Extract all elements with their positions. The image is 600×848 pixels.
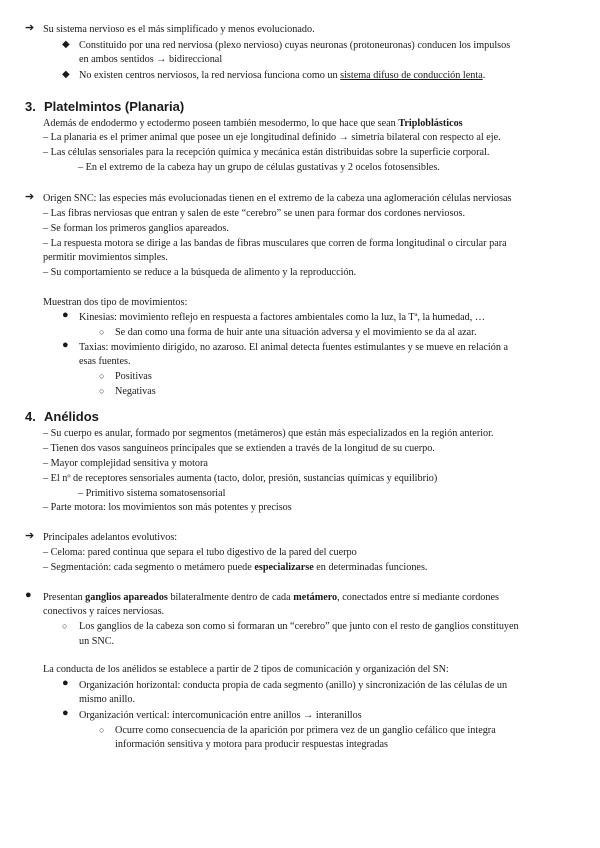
arrow-right-icon: ➔ bbox=[25, 22, 35, 34]
text-line: – En el extremo de la cabeza hay un grupo de células gustativas y 2 ocelos fotosensibles. bbox=[78, 162, 440, 173]
bullet-dot-icon: ● bbox=[62, 707, 69, 719]
text-line: – La planaria es el primer animal que posee un eje longitudinal definido → simetría bilateral con respecto al eje. bbox=[43, 132, 501, 143]
circle-bullet-icon: ○ bbox=[62, 621, 68, 631]
circle-bullet-icon: ○ bbox=[99, 725, 105, 735]
text-line: permitir movimientos simples. bbox=[43, 252, 168, 263]
text-line: – Mayor complejidad sensitiva y motora bbox=[43, 458, 208, 469]
text-line: esas fuentes. bbox=[79, 356, 131, 367]
text-line: – Segmentación: cada segmento o metámero puede especializarse en determinadas funciones. bbox=[43, 562, 428, 573]
text-line: conectivos y raíces nerviosas. bbox=[43, 606, 165, 617]
arrow-right-icon: ➔ bbox=[25, 191, 35, 203]
text-line: Se dan como una forma de huir ante una situación adversa y el movimiento se da al azar. bbox=[115, 327, 477, 338]
section-heading: Anélidos bbox=[44, 409, 99, 424]
bullet-dot-icon: ● bbox=[62, 677, 69, 689]
text-line: Su sistema nervioso es el más simplificado y menos evolucionado. bbox=[43, 24, 315, 35]
text-line: Organización vertical: intercomunicación entre anillos → interanillos bbox=[79, 710, 362, 721]
text-line: – Las fibras nerviosas que entran y salen de este “cerebro” se unen para formar dos cordones nerviosos. bbox=[43, 208, 466, 219]
text-line: La conducta de los anélidos se establece a partir de 2 tipos de comunicación y organización del SN: bbox=[43, 664, 449, 675]
text-line: Constituido por una red nerviosa (plexo nervioso) cuyas neuronas (protoneuronas) conducen los impulsos bbox=[79, 40, 511, 51]
text-line: Ocurre como consecuencia de la aparición por primera vez de un ganglio cefálico que integra bbox=[115, 725, 496, 736]
section-heading: Platelmintos (Planaria) bbox=[44, 99, 185, 114]
bullet-dot-icon: ● bbox=[62, 309, 69, 321]
text-line: – La respuesta motora se dirige a las bandas de fibras musculares que corren de forma longitudinal o circular para bbox=[43, 238, 507, 249]
text-line: Kinesias: movimiento reflejo en respuesta a factores ambientales como la luz, la Tª, la humedad, … bbox=[79, 312, 486, 323]
text-line: – Parte motora: los movimientos son más potentes y precisos bbox=[43, 502, 292, 513]
text-line: Negativas bbox=[115, 386, 156, 397]
text-line: – Primitivo sistema somatosensorial bbox=[78, 488, 226, 499]
section-number: 4. bbox=[25, 409, 36, 424]
text-line: – Las células sensoriales para la recepción química y mecánica están distribuidas sobre la superficie corporal. bbox=[43, 147, 490, 158]
circle-bullet-icon: ○ bbox=[99, 327, 105, 337]
text-line: un SNC. bbox=[79, 636, 115, 647]
circle-bullet-icon: ○ bbox=[99, 386, 105, 396]
text-line: Además de endodermo y ectodermo poseen también mesodermo, lo que hace que sean Triploblásticos bbox=[43, 118, 463, 129]
text-line: – Su comportamiento se reduce a la búsqueda de alimento y la reproducción. bbox=[43, 267, 357, 278]
text-line: Los ganglios de la cabeza son como si formaran un “cerebro” que junto con el resto de ganglios constituyen bbox=[79, 621, 519, 632]
circle-bullet-icon: ○ bbox=[99, 371, 105, 381]
text-line: – Su cuerpo es anular, formado por segmentos (metámeros) que están más especializados en la región anterior. bbox=[43, 428, 494, 439]
text-line: Muestran dos tipo de movimientos: bbox=[43, 297, 188, 308]
text-line: Origen SNC: las especies más evolucionadas tienen en el extremo de la cabeza una aglomeración células nerviosas bbox=[43, 193, 512, 204]
bullet-dot-icon: ● bbox=[25, 589, 32, 601]
text-line: Principales adelantos evolutivos: bbox=[43, 532, 178, 543]
text-line: – Se forman los primeros ganglios apareados. bbox=[43, 223, 229, 234]
section-number: 3. bbox=[25, 99, 36, 114]
text-line: Taxias: movimiento dirigido, no azaroso. El animal detecta fuentes estimulantes y se mueve en relación a bbox=[79, 342, 509, 353]
text-line: – El nº de receptores sensoriales aumenta (tacto, dolor, presión, sustancias químicas y equilibrio) bbox=[43, 473, 438, 484]
arrow-right-icon: ➔ bbox=[25, 530, 35, 542]
bullet-dot-icon: ● bbox=[62, 339, 69, 351]
text-line: en ambos sentidos → bidireccional bbox=[79, 54, 223, 65]
text-line: Presentan ganglios apareados bilateralmente dentro de cada metámero, conectados entre sí mediante cordones bbox=[43, 592, 499, 603]
text-line: – Tienen dos vasos sanguíneos principales que se extienden a través de la longitud de su cuerpo. bbox=[43, 443, 435, 454]
text-line: mismo anillo. bbox=[79, 694, 136, 705]
text-line: – Celoma: pared continua que separa el tubo digestivo de la pared del cuerpo bbox=[43, 547, 357, 558]
diamond-bullet-icon: ◆ bbox=[62, 39, 70, 50]
text-line: Positivas bbox=[115, 371, 152, 382]
text-line: Organización horizontal: conducta propia de cada segmento (anillo) y sincronización de las células de un bbox=[79, 680, 508, 691]
text-line: información sensitiva y motora para producir respuestas integradas bbox=[115, 739, 388, 750]
text-line: No existen centros nerviosos, la red nerviosa funciona como un sistema difuso de conducción lenta. bbox=[79, 70, 486, 81]
diamond-bullet-icon: ◆ bbox=[62, 69, 70, 80]
